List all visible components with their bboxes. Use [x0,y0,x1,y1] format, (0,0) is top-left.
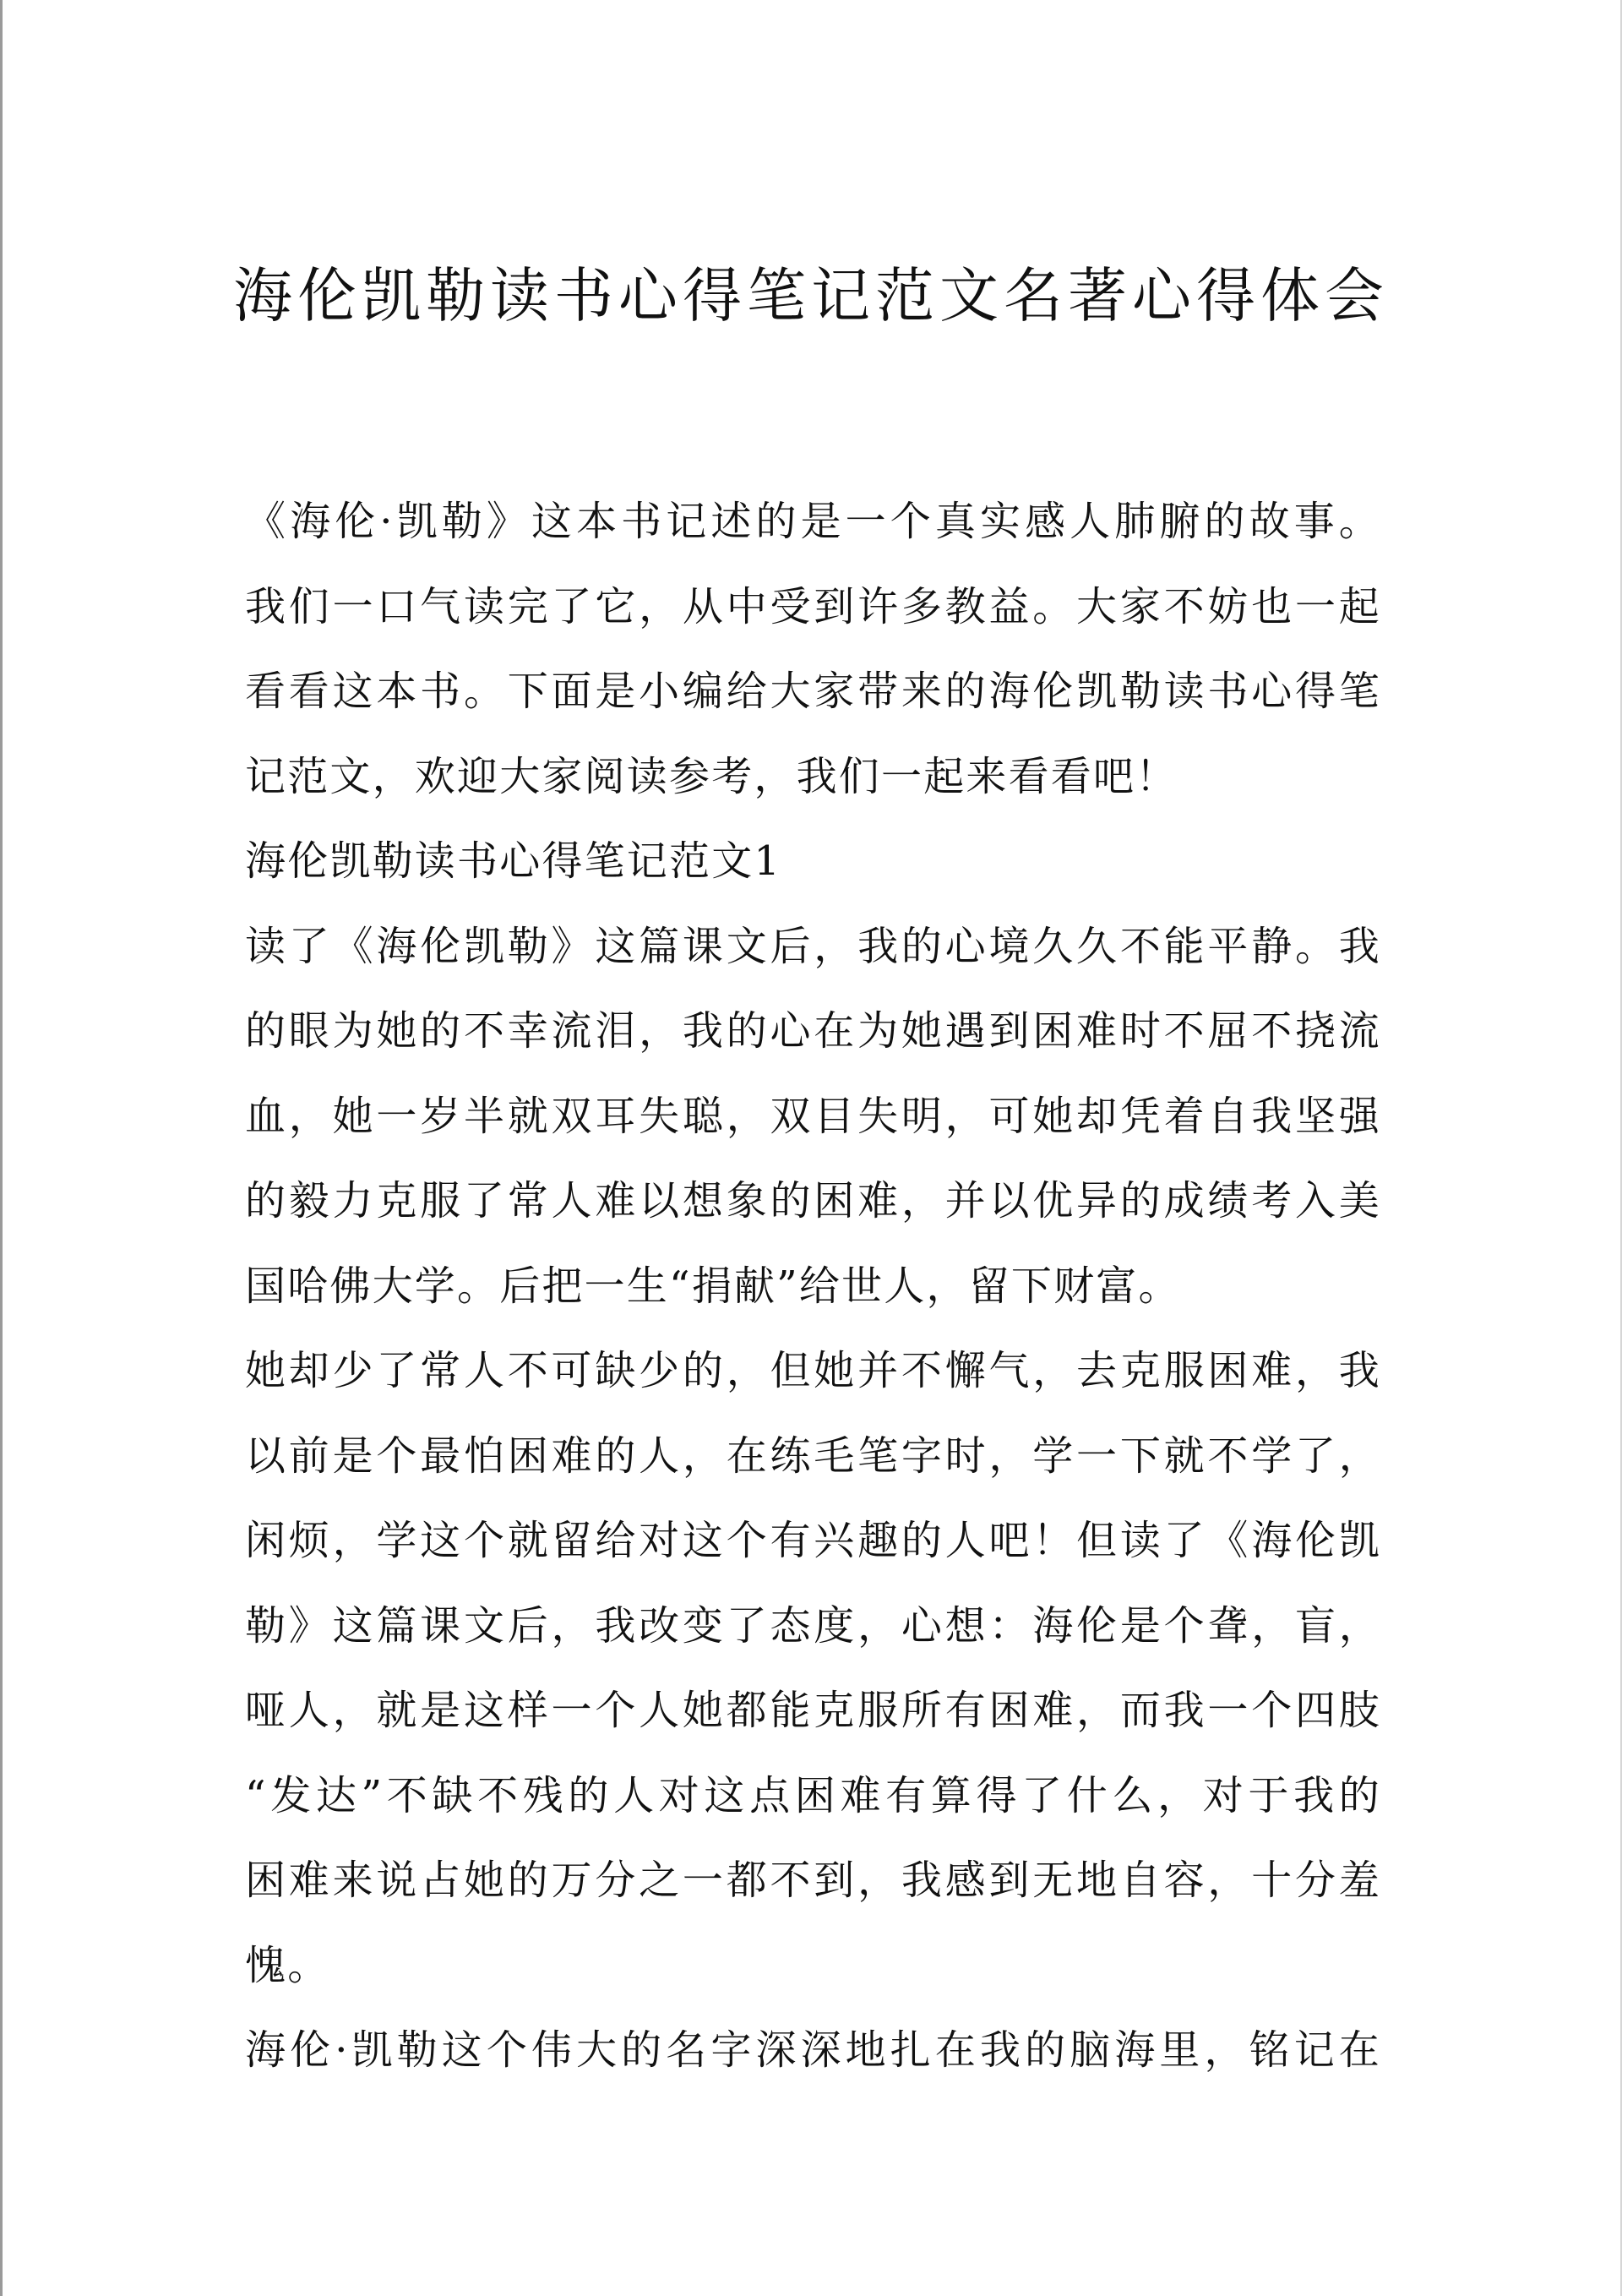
text-line: 的眼为她的不幸流泪，我的心在为她遇到困难时不屈不挠流 [245,1007,1381,1055]
section-heading: 海伦凯勒读书心得笔记范文1 [245,837,782,885]
text-line: 国哈佛大学。后把一生“捐献”给世人，留下财富。 [245,1262,1181,1310]
document-body [245,479,1381,2093]
text-line: 我们一口气读完了它，从中受到许多教益。大家不妨也一起 [245,582,1381,630]
text-line: 海伦·凯勒这个伟大的名字深深地扎在我的脑海里，铭记在 [245,2026,1381,2074]
text-line: 闲烦，学这个就留给对这个有兴趣的人吧！但读了《海伦凯 [245,1517,1381,1564]
text-line: 以前是个最怕困难的人，在练毛笔字时，学一下就不学了， [245,1432,1381,1480]
text-line: 看看这本书。下面是小编给大家带来的海伦凯勒读书心得笔 [245,668,1381,715]
text-line: 她却少了常人不可缺少的，但她并不懈气，去克服困难，我 [245,1347,1381,1394]
text-line: 的毅力克服了常人难以想象的困难，并以优异的成绩考入美 [245,1177,1381,1224]
text-line: 困难来说占她的万分之一都不到，我感到无地自容，十分羞 [245,1857,1381,1904]
document-title: 海伦凯勒读书心得笔记范文名著心得体会 [233,261,1389,330]
text-line: 勒》这篇课文后，我改变了态度，心想：海伦是个聋，盲， [245,1601,1381,1650]
text-line: 《海伦·凯勒》这本书记述的是一个真实感人肺腑的故事。 [245,498,1381,545]
text-line: 记范文，欢迎大家阅读参考，我们一起来看看吧！ [245,752,1178,800]
text-line: 愧。 [245,1941,330,1989]
text-line: 血，她一岁半就双耳失聪，双目失明，可她却凭着自我坚强 [245,1092,1381,1140]
page-left-border [0,0,3,2296]
text-line: 读了《海伦凯勒》这篇课文后，我的心境久久不能平静。我 [245,922,1381,970]
text-line: 哑人，就是这样一个人她都能克服所有困难，而我一个四肢 [245,1687,1381,1734]
text-line: “发达”不缺不残的人对这点困难有算得了什么，对于我的 [245,1771,1381,1819]
